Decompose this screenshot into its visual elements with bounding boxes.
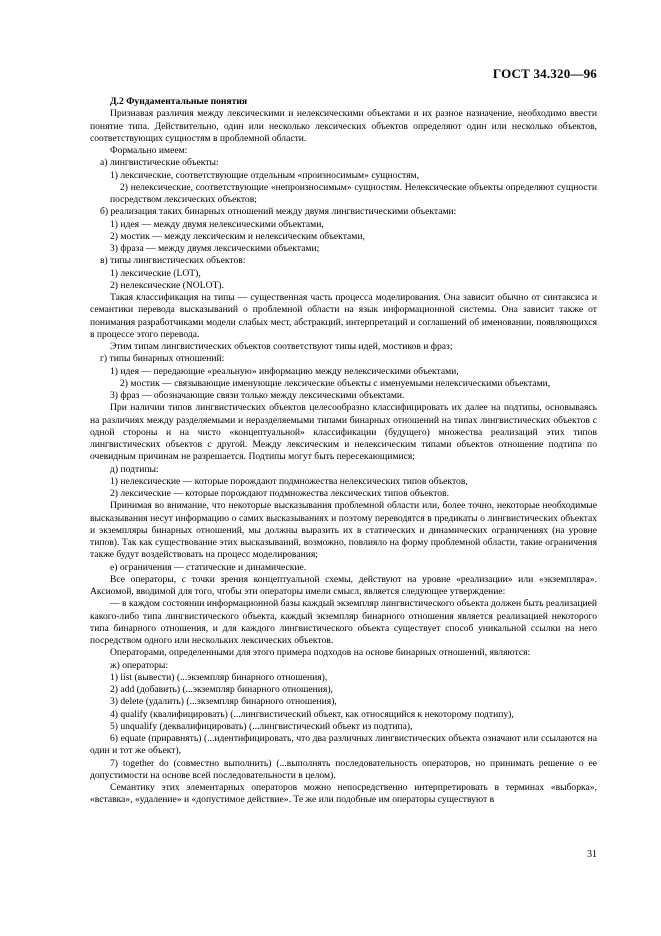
page-number: 31: [587, 849, 597, 860]
list-item: е) ограничения — статические и динамические.: [110, 561, 307, 573]
list-item: 2) нелексические, соответствующие «непроизносимым» сущностям. Нелексические объекты определяют сущности посредством лексических объектов;: [110, 181, 597, 205]
paragraph: Семантику этих элементарных операторов можно непосредственно интерпретировать в терминах «выборка», «вставка», «удаление» и «допустимое действие». Те же или подобные им операторы существуют в: [90, 782, 597, 806]
list-item: ж) операторы:: [110, 659, 168, 671]
list-item: в) типы лингвистических объектов:: [100, 255, 246, 267]
paragraph: Все операторы, с точки зрения концептуальной схемы, действуют на уровне «реализации» или «экземпляра». Аксиомой, вводимой для того, чтобы эти операторы имели смысл, является следующее утверждение:: [90, 573, 597, 597]
paragraph: Такая классификация на типы — существенная часть процесса моделирования. Она зависит обычно от синтаксиса и семантики перевода высказываний о проблемной области на язык информационной системы. Она зависит также от понимания разработчиками модели слабых мест, абстракций, интерпретаций и соглашений об именовании, появляющихся в процессе этого перевода.: [90, 292, 597, 340]
list-item: а) лингвистические объекты:: [100, 157, 219, 169]
list-item: 1) идея — передающие «реальную» информацию между нелексическими объектами,: [110, 365, 459, 377]
section-title: Д.2 Фундаментальные понятия: [110, 96, 248, 107]
list-item: 3) фраза — между двумя лексическими объектами;: [110, 243, 320, 254]
paragraph: Этим типам лингвистических объектов соответствуют типы идей, мостиков и фраз;: [110, 341, 453, 352]
paragraph: — в каждом состоянии информационной базы каждый экземпляр лингвистического объекта должен быть реализацией какого-либо типа лингвистического объекта, каждый экземпляр бинарного отношения является реализацией некоторого типа бинарного отношения, и для каждого лингвистического объекта существует способ уникальной ссылки на него посредством одного или нескольких лексических объектов.: [90, 598, 597, 646]
list-item: 3) delete (удалить) (...экземпляр бинарного отношения),: [110, 696, 337, 708]
list-item: 1) лексические, соответствующие отдельным «произносимым» сущностям,: [110, 169, 420, 181]
paragraph: Формально имеем:: [110, 145, 188, 156]
list-item: 4) qualify (квалифицировать) (...лингвистический объект, как относящийся к некоторому подтипу),: [110, 708, 514, 720]
list-item: 2) мостик — между лексическим и нелексическим объектами,: [110, 230, 365, 242]
list-item: д) подтипы:: [110, 463, 159, 475]
list-item: 5) unqualify (деквалифицировать) (...лингвистический объект из подтипа),: [110, 720, 413, 732]
list-item: 2) add (добавить) (...экземпляр бинарного отношения),: [110, 684, 333, 695]
list-item: 1) нелексические — которые порождают подмножества нелексических типов объектов,: [110, 475, 468, 487]
list-item: 3) фраз — обозначающие связи только между лексическими объектами.: [110, 390, 405, 401]
list-item: 2) мостик — связывающие именующие лексические объекты с именуемыми нелексическими объектами,: [120, 377, 551, 389]
paragraph: Принимая во внимание, что некоторые высказывания проблемной области или, более точно, некоторые необходимые высказывания несут информацию о самих высказываниях и поэтому переводятся в предикаты о лингвистических объектах и экземпляры бинарных отношений, мы должны выразить их в статических и динамических ограничениях (на уровне типов). Так как существование этих высказываний, возможно, повлияло на форму проблемной области, такие ограничения также будут воздействовать на процесс моделирования;: [90, 500, 597, 561]
list-item: 6) equate (приравнять) (...идентифицировать, что два различных лингвистических объекта означают или ссылаются на один и тот же объект),: [90, 733, 597, 757]
list-item: 2) лексические — которые порождают подмножества лексических типов объектов.: [110, 488, 449, 499]
list-item: б) реализация таких бинарных отношений между двумя лингвистическими объектами:: [100, 206, 457, 218]
list-item: 1) идея — между двумя нелексическими объектами,: [110, 218, 324, 230]
list-item: 1) лексические (LOT),: [110, 267, 201, 279]
paragraph: Операторами, определенными для этого примера подходов на основе бинарных отношений, являются:: [110, 647, 531, 659]
list-item: 1) list (вывести) (...экземпляр бинарного отношения),: [110, 671, 328, 683]
page-content: [90, 96, 597, 807]
paragraph: При наличии типов лингвистических объектов целесообразно классифицировать их далее на подтипы, основываясь на различиях между разделяемыми и неразделяемыми типами бинарных отношений на типах лингвистических объектов с одной стороны и на чисто «концептуальной» классификации (будущего) множества реализаций этих типов лингвистических объектов с другой. Между лексическим и нелексическим типами объектов отношение подтипа по очевидным причинам не разрешается. Подтипы могут быть пересекающимися;: [90, 402, 597, 463]
list-item: 7) together do (совместно выполнить) (...выполнять последовательность операторов, но принимать решение о ее допустимости на основе всей последовательности в целом).: [90, 757, 597, 781]
list-item: 2) нелексические (NOLOT).: [110, 279, 224, 291]
document-code-header: ГОСТ 34.320—96: [492, 66, 597, 81]
list-item: г) типы бинарных отношений:: [100, 353, 225, 365]
paragraph: Признавая различия между лексическими и нелексическими объектами и их разное назначение, необходимо ввести понятие типа. Действительно, один или несколько лексических объектов определяют один или несколько объектов, соответствующих сущностям в проблемной области.: [90, 108, 597, 144]
